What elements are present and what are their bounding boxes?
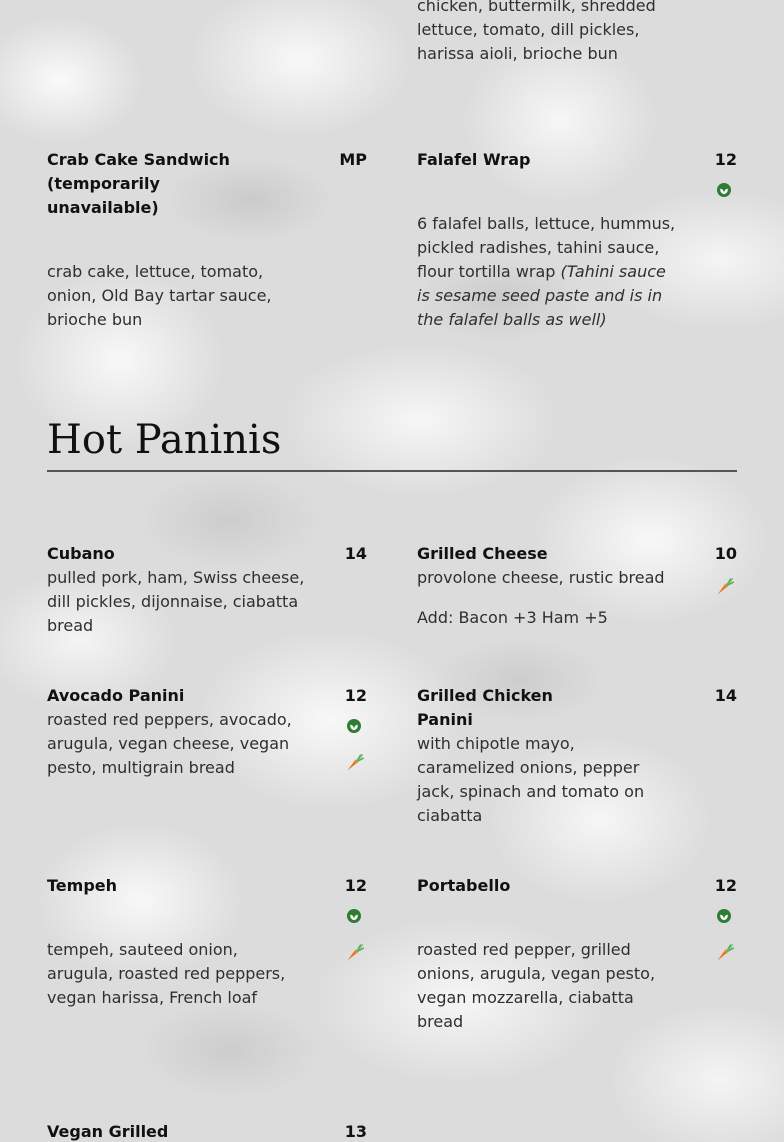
allergen-note: the falafel balls as well) <box>417 310 607 329</box>
desc-line: lettuce, tomato, dill pickles, <box>417 20 640 39</box>
name-line: Crab Cake Sandwich <box>47 150 230 169</box>
item-price: 12 <box>344 686 367 705</box>
item-price: MP <box>339 150 367 169</box>
name-line: unavailable) <box>47 198 159 217</box>
desc-line: chicken, buttermilk, shredded <box>417 0 656 15</box>
desc-line: crab cake, lettuce, tomato, <box>47 262 264 281</box>
name-line: Grilled Chicken <box>417 686 553 705</box>
desc-line: onion, Old Bay tartar sauce, <box>47 286 272 305</box>
desc-line: dill pickles, dijonnaise, ciabatta <box>47 592 299 611</box>
carrot-icon <box>715 576 735 596</box>
desc-line: with chipotle mayo, <box>417 734 575 753</box>
desc-line: arugula, roasted red peppers, <box>47 964 286 983</box>
desc-line: pickled radishes, tahini sauce, <box>417 238 660 257</box>
item-price: 12 <box>344 876 367 895</box>
desc-line: harissa aioli, brioche bun <box>417 44 618 63</box>
desc-line: brioche bun <box>47 310 143 329</box>
desc-line: jack, spinach and tomato on <box>417 782 645 801</box>
item-name <box>47 148 307 220</box>
desc-line: roasted red peppers, avocado, <box>47 710 292 729</box>
item-price: 14 <box>714 686 737 705</box>
desc-line: ciabatta <box>417 806 483 825</box>
desc-line: bread <box>417 1012 464 1031</box>
item-description <box>47 708 337 780</box>
carrot-icon <box>345 752 365 772</box>
item-description <box>417 938 687 1034</box>
desc-line: onions, arugula, vegan pesto, <box>417 964 656 983</box>
item-name: Avocado Panini <box>47 686 185 705</box>
section-divider <box>47 470 737 472</box>
desc-line: caramelized onions, pepper <box>417 758 640 777</box>
desc-line: vegan mozzarella, ciabatta <box>417 988 634 1007</box>
item-description <box>47 566 337 638</box>
item-name: Tempeh <box>47 876 118 895</box>
item-addons: Add: Bacon +3 Ham +5 <box>417 608 608 627</box>
item-price: 12 <box>714 150 737 169</box>
desc-line: arugula, vegan cheese, vegan <box>47 734 290 753</box>
item-price: 10 <box>714 544 737 563</box>
desc-line <box>417 260 687 284</box>
name-line: (temporarily <box>47 174 160 193</box>
item-name: Falafel Wrap <box>417 150 531 169</box>
desc-line: bread <box>47 616 94 635</box>
vegan-leaf-icon <box>346 718 362 734</box>
item-name: Vegan Grilled <box>47 1122 169 1141</box>
desc-line: vegan harissa, French loaf <box>47 988 258 1007</box>
item-description <box>47 938 337 1010</box>
desc-line: tempeh, sauteed onion, <box>47 940 238 959</box>
item-description: provolone cheese, rustic bread <box>417 568 665 587</box>
item-price: 14 <box>344 544 367 563</box>
item-price: 13 <box>344 1122 367 1141</box>
section-title-hot-paninis: Hot Paninis <box>47 417 282 463</box>
item-description <box>417 0 717 66</box>
carrot-icon <box>715 942 735 962</box>
vegan-leaf-icon <box>716 908 732 924</box>
desc-line: roasted red pepper, grilled <box>417 940 631 959</box>
vegan-leaf-icon <box>346 908 362 924</box>
name-line: Panini <box>417 710 473 729</box>
item-name: Grilled Cheese <box>417 544 548 563</box>
item-price: 12 <box>714 876 737 895</box>
desc-tail: flour tortilla wrap <box>417 262 556 281</box>
desc-line: pesto, multigrain bread <box>47 758 235 777</box>
item-description <box>417 212 687 332</box>
item-name: Cubano <box>47 544 115 563</box>
vegan-leaf-icon <box>716 182 732 198</box>
desc-line: 6 falafel balls, lettuce, hummus, <box>417 214 676 233</box>
carrot-icon <box>345 942 365 962</box>
desc-line: pulled pork, ham, Swiss cheese, <box>47 568 305 587</box>
item-name: Portabello <box>417 876 511 895</box>
allergen-note: is sesame seed paste and is in <box>417 286 663 305</box>
item-name <box>417 684 677 732</box>
item-description <box>47 260 347 332</box>
allergen-note: (Tahini sauce <box>560 262 666 281</box>
item-description <box>417 732 687 828</box>
